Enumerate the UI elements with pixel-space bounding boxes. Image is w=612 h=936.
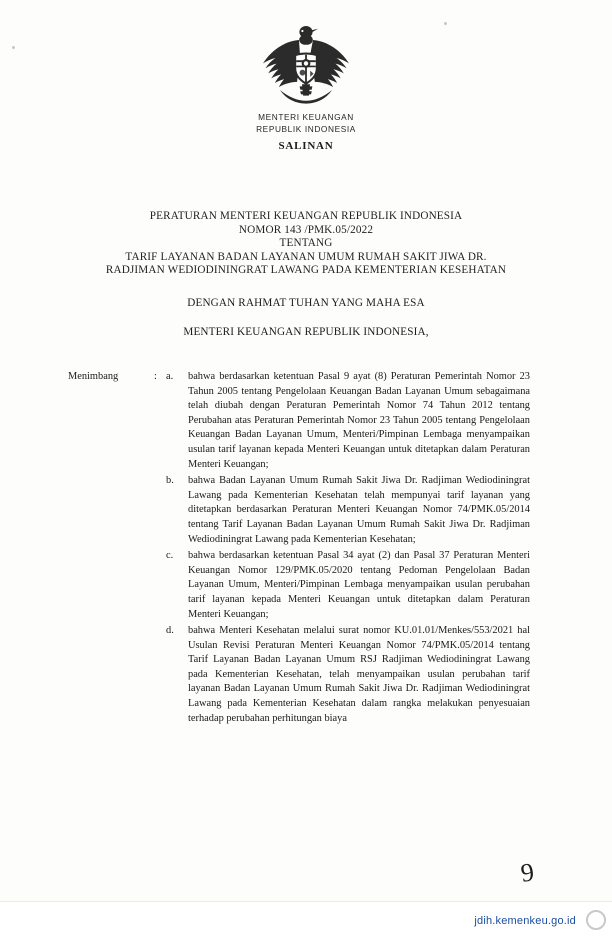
list-item	[166, 474, 530, 547]
page-footer	[0, 901, 612, 936]
ministry-header-line2: REPUBLIK INDONESIA	[256, 123, 356, 134]
tentang-label: TENTANG	[279, 237, 333, 250]
considerans-section	[68, 370, 530, 728]
preamble-blessing: DENGAN RAHMAT TUHAN YANG MAHA ESA	[187, 297, 425, 309]
list-item-marker: a.	[166, 371, 174, 382]
list-item	[166, 624, 530, 726]
considerans-colon: :	[154, 371, 157, 382]
ministry-header-line1: MENTERI KEUANGAN	[258, 112, 354, 122]
list-item-text: bahwa Badan Layanan Umum Rumah Sakit Jiwa Dr. Radjiman Wediodiningrat Lawang pada Kementerian Kesehatan telah mempunyai tarif layanan yang ditetapkan berdasarkan Peraturan Menteri Keuangan Nomor 74/PMK.05/2014 tentang Tarif Layanan Badan Layanan Umum Rumah Sakit Jiwa Dr. Radjiman Wediodiningrat Lawang pada Kementerian Kesehatan;	[188, 475, 530, 545]
regulation-subject-line2: RADJIMAN WEDIODININGRAT LAWANG PADA KEMENTERIAN KESEHATAN	[105, 264, 507, 277]
garuda-pancasila-emblem	[0, 24, 612, 104]
ministry-header	[0, 112, 612, 135]
list-item	[166, 370, 530, 472]
preamble-authority: MENTERI KEUANGAN REPUBLIK INDONESIA,	[183, 326, 429, 338]
circle-mark-icon	[586, 910, 606, 930]
list-item-text: bahwa Menteri Kesehatan melalui surat nomor KU.01.01/Menkes/553/2021 hal Usulan Revisi Peraturan Menteri Keuangan Nomor 74/PMK.05/2014 tentang Tarif Layanan Badan Layanan Umum RSJ Radjiman Wediodiningrat Lawang pada Kementerian Kesehatan, telah menyampaikan usulan perubahan tarif layanan Badan Layanan Umum Rumah Sakit Jiwa Dr. Radjiman Wediodiningrat Lawang pada Kementerian Kesehatan dalam rangka melakukan penyesuaian terhadap perubahan perhitungan biaya	[188, 625, 530, 724]
list-item-marker: c.	[166, 550, 174, 562]
page-title: PERATURAN MENTERI KEUANGAN REPUBLIK INDONESIA	[149, 210, 463, 222]
handwritten-paraf: 9	[518, 857, 536, 888]
regulation-title-block	[56, 210, 556, 278]
salinan-label: SALINAN	[278, 140, 334, 152]
regulation-number: NOMOR 143 /PMK.05/2022	[238, 223, 374, 236]
regulation-subject-line1: TARIF LAYANAN BADAN LAYANAN UMUM RUMAH SAKIT JIWA DR.	[125, 250, 487, 263]
list-item-text: bahwa berdasarkan ketentuan Pasal 9 ayat (8) Peraturan Pemerintah Nomor 23 Tahun 2005 tentang Pengelolaan Keuangan Badan Layanan Umum sebagaimana telah diubah dengan Peraturan Pemerintah Nomor 74 Tahun 2012 tentang Perubahan atas Peraturan Pemerintah Nomor 23 Tahun 2005 tentang Pengelolaan Keuangan Badan Layanan Umum, Menteri/Pimpinan Lembaga menyampaikan usulan tarif layanan kepada Menteri Keuangan untuk ditetapkan dalam Peraturan Menteri Keuangan;	[188, 371, 530, 470]
footer-url[interactable]: jdih.kemenkeu.go.id	[474, 915, 576, 927]
considerans-label: Menimbang	[68, 371, 119, 382]
considerans-row	[68, 370, 530, 728]
list-item-marker: d.	[166, 625, 174, 637]
list-item-marker: b.	[166, 475, 174, 487]
considerans-items	[166, 370, 530, 728]
list-item	[166, 549, 530, 622]
list-item-text: bahwa berdasarkan ketentuan Pasal 34 ayat (2) dan Pasal 37 Peraturan Menteri Keuangan Nomor 129/PMK.05/2020 tentang Pedoman Pengelolaan Badan Layanan Umum, Menteri/Pimpinan Lembaga menyampaikan usulan perubahan tarif layanan kepada Menteri Keuangan untuk ditetapkan dalam Peraturan Menteri Keuangan;	[188, 550, 530, 620]
